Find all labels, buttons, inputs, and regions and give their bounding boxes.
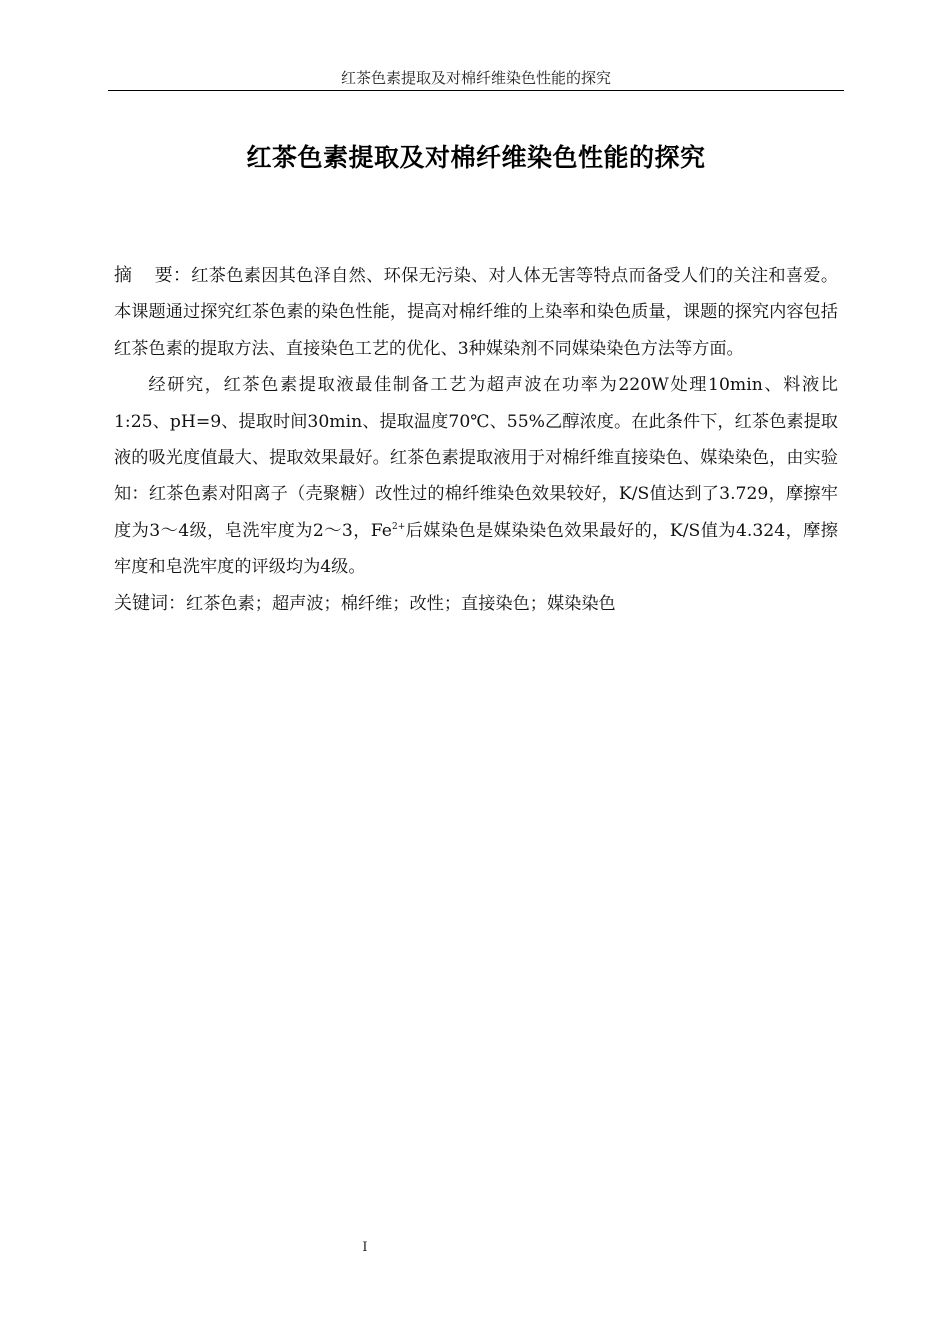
keywords-label: 关键词：	[114, 592, 186, 614]
abstract-section	[114, 258, 838, 622]
document-title: 红茶色素提取及对棉纤维染色性能的探究	[246, 143, 706, 172]
abstract-paragraph-2: 经研究，红茶色素提取液最佳制备工艺为超声波在功率为220W处理10min、料液比1:25、pH=9、提取时间30min、提取温度70℃、55%乙醇浓度。在此条件下，红茶色素提取液的吸光度值最大、提取效果最好。红茶色素提取液用于对棉纤维直接染色、媒染染色，由实验知：红茶色素对阳离子（壳聚糖）改性过的棉纤维染色效果较好，K/S值达到了3.729，摩擦牢度为3～4级，皂洗牢度为2～3，$Fe^{2+}$后媒染色是媒染染色效果最好的，K/S值为4.324，摩擦牢度和皂洗牢度的评级均为4级。	[114, 375, 838, 578]
keywords-text: 红茶色素；超声波；棉纤维；改性；直接染色；媒染染色	[186, 593, 616, 614]
abstract-label: 摘 要：	[114, 265, 192, 286]
keywords-line	[114, 586, 838, 622]
abstract-text-1: 红茶色素因其色泽自然、环保无污染、对人体无害等特点而备受人们的关注和喜爱。本课题通过探究红茶色素的染色性能，提高对棉纤维的上染率和染色质量，课题的探究内容包括红茶色素的提取方法、直接染色工艺的优化、3种媒染剂不同媒染染色方法等方面。	[114, 266, 839, 359]
running-header: 红茶色素提取及对棉纤维染色性能的探究	[340, 69, 611, 87]
page-number: I	[362, 1240, 368, 1255]
abstract-paragraph-1	[114, 258, 838, 367]
superscript-charge: 2+	[391, 521, 406, 532]
header-divider	[108, 90, 844, 91]
